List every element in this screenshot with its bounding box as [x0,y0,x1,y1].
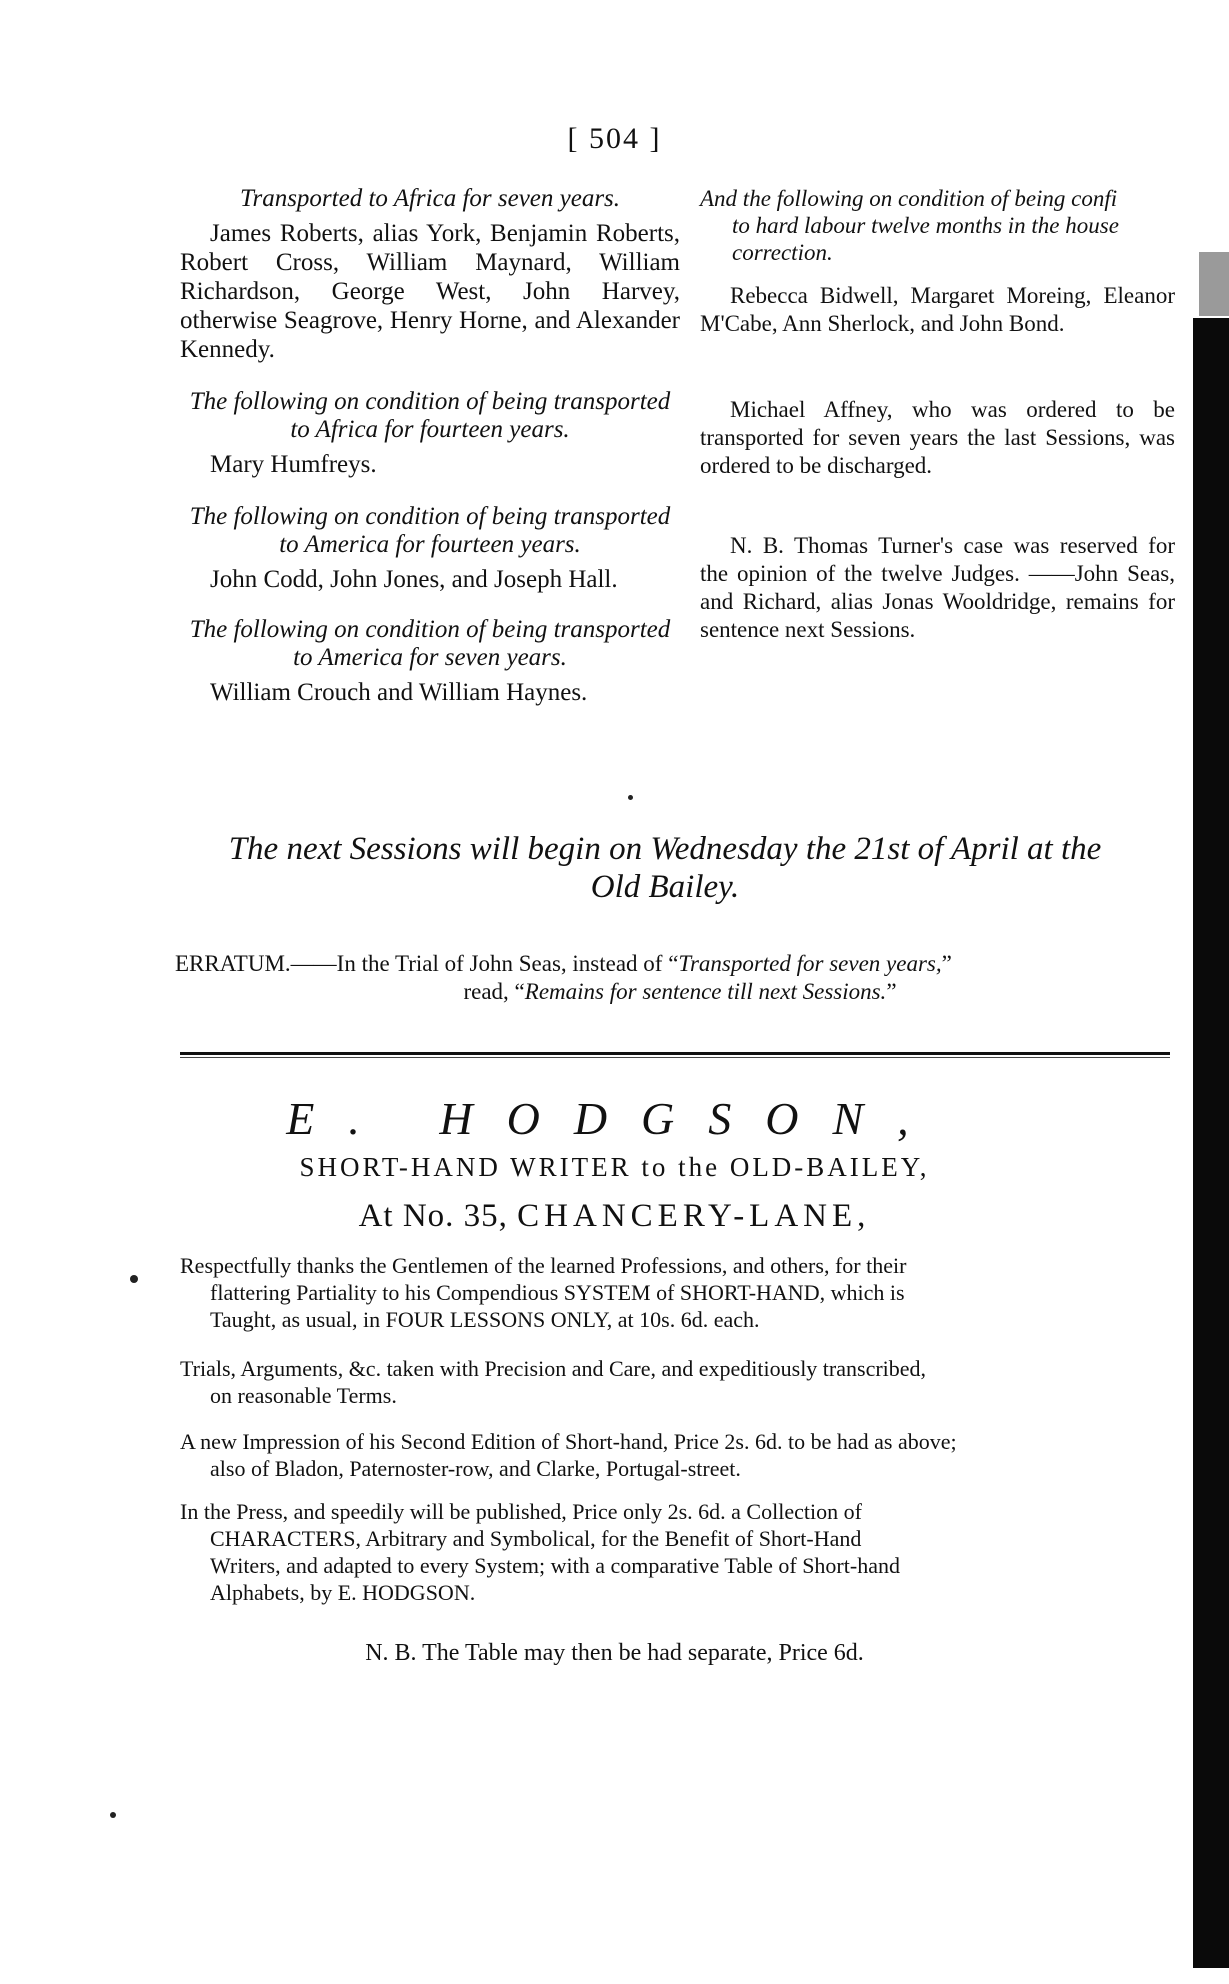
advert-line: Trials, Arguments, &c. taken with Precision and Care, and expeditiously transcribed, [180,1356,927,1381]
ink-speck [110,1812,116,1818]
advert-nb: N. B. The Table may then be had separate, Price 6d. [365,1640,864,1666]
erratum-correction: Remains for sentence till next Sessions. [524,979,887,1004]
affney-discharge: Michael Affney, who was ordered to be transported for seven years the last Sessions, was ordered to be discharged. [700,397,1175,478]
section-divider-thin [180,1057,1170,1058]
advert-line: Alphabets, by E. HODGSON. [210,1580,476,1605]
advert-line: Writers, and adapted to every System; with a comparative Table of Short-hand [210,1553,900,1578]
ink-speck [628,795,633,800]
advert-line: Respectfully thanks the Gentlemen of the learned Professions, and others, for their [180,1253,907,1278]
advert-line: CHARACTERS, Arbitrary and Symbolical, for the Benefit of Short-Hand [210,1526,862,1551]
advert-line: also of Bladon, Paternoster-row, and Clarke, Portugal-street. [210,1456,741,1481]
heading-line: to hard labour twelve months in the house [732,213,1119,238]
section-heading-line: The following on condition of being transported [189,503,671,530]
address-prefix: At No. 35, [358,1198,508,1234]
nb-turner-case: N. B. Thomas Turner's case was reserved for the opinion of the twelve Judges. ——John Seas, and Richard, alias Jonas Wooldridge, remains for sentence next Sessions. [700,533,1175,642]
sentence-section [180,616,680,707]
left-column [180,185,680,707]
erratum-text: ——In the Trial of John Seas, instead of “ [290,951,679,976]
advert-address [0,1198,1229,1235]
sentence-section [180,503,680,594]
binding-edge [1193,318,1229,1968]
section-heading-line: to America for seven years. [293,644,567,671]
sentence-section [180,185,680,364]
erratum [175,950,1185,1006]
erratum-label: ERRATUM. [175,951,291,976]
section-heading: Transported to Africa for seven years. [239,185,621,212]
section-heading-line: The following on condition of being transported [189,388,671,415]
erratum-read: read, “ [463,979,525,1004]
address-street: CHANCERY-LANE, [517,1198,871,1234]
advert-paragraph [180,1355,1175,1409]
scan-shadow [1199,252,1229,316]
sentence-section [180,388,680,479]
notice-line: The next Sessions will begin on Wednesday the 21st of April at the [228,831,1102,867]
section-heading [180,503,680,559]
erratum-correction-line [175,978,1185,1006]
section-heading [180,616,680,672]
next-sessions-notice [150,830,1180,906]
heading-line: And the following on condition of being confi [700,186,1118,211]
erratum-quote: ” [886,979,897,1004]
convict-names: Mary Humfreys. [210,451,377,478]
heading-line: correction. [732,240,833,265]
erratum-quote: ” [941,951,952,976]
advert-name: E. HODGSON, [286,1093,943,1144]
advert-line: A new Impression of his Second Edition of Short-hand, Price 2s. 6d. to be had as above; [180,1429,957,1454]
right-column [700,185,1175,644]
notice-line: Old Bailey. [590,869,740,905]
advert-paragraph [180,1428,1175,1482]
convict-names: John Codd, John Jones, and Joseph Hall. [210,566,618,593]
advert-paragraph [180,1252,1175,1333]
section-heading-line: to Africa for fourteen years. [290,416,570,443]
hard-labour-heading [700,185,1175,266]
section-heading-line: to America for fourteen years. [279,531,581,558]
hard-labour-names: Rebecca Bidwell, Margaret Moreing, Eleanor M'Cabe, Ann Sherlock, and John Bond. [700,283,1175,336]
advert-line: Taught, as usual, in FOUR LESSONS ONLY, at 10s. 6d. each. [210,1307,760,1332]
convict-names: James Roberts, alias York, Benjamin Roberts, Robert Cross, William Maynard, William Richardson, George West, John Harvey, otherwise Seagrove, Henry Horne, and Alexander Kennedy. [180,220,680,363]
erratum-original: Transported for seven years, [678,951,942,976]
ink-speck [130,1275,138,1283]
section-divider [180,1052,1170,1055]
section-heading-line: The following on condition of being transported [189,616,671,643]
advert-paragraph [180,1498,1175,1606]
page-number: [ 504 ] [567,122,662,155]
advert-line: on reasonable Terms. [210,1383,397,1408]
advert-line: flattering Partiality to his Compendious SYSTEM of SHORT-HAND, which is [210,1280,905,1305]
advert-line: In the Press, and speedily will be published, Price only 2s. 6d. a Collection of [180,1499,862,1524]
section-heading [180,388,680,444]
advert-title: SHORT-HAND WRITER to the OLD-BAILEY, [299,1152,930,1182]
convict-names: William Crouch and William Haynes. [210,679,588,706]
